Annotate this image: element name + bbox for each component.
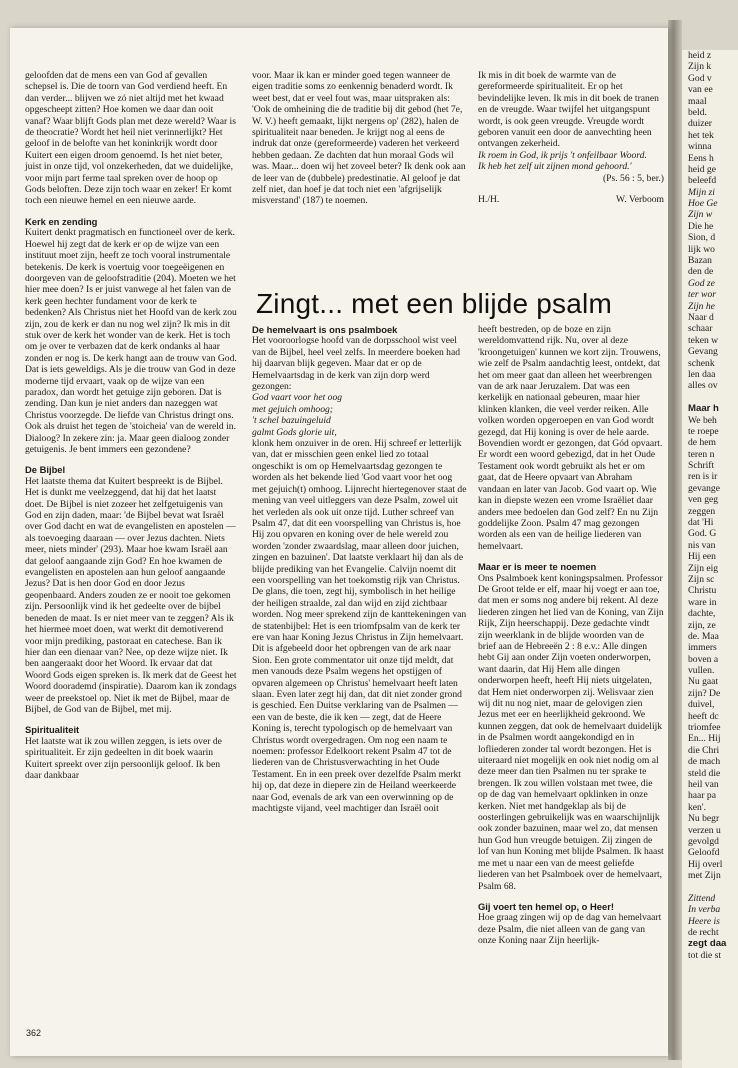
next-page-line: de mach (688, 756, 721, 768)
next-page-line: lijk wo (688, 243, 715, 255)
next-page-line: tot die st (688, 949, 722, 961)
next-page-line: met Zijn (688, 870, 721, 882)
next-page-line: Zijn he (688, 300, 715, 312)
next-page-line: In verba (688, 904, 721, 916)
poem-line-4: galmt Gods glorie uit, (252, 426, 337, 438)
next-page-line: Christu (688, 585, 717, 597)
middle-top-text: voor. Maar ik kan er minder goed tegen wanneer de eigen traditie soms zo eenkennig benaderd wordt. Ik weet best, dat er veel fout was, maar uitspraken als: 'Ook de omheining die de traditie bij dit gebod (het 7e, W. V.) heeft gemaakt, lijkt nergens op' (282), halen de spiritualiteit naar beneden. Je krijgt nog al eens de indruk dat onze (gereformeerde) vaderen het verkeerd hebben gedaan. Ze dachten dat hun moraal Gods wil was. Maar... doen wij het zoveel beter? Ik denk ook aan de leer van de (dubbele) predestinatie. Al geloof je dat zelf niet, dan hoef je dat toch niet een 'afgrijselijk misverstand' (187) te noemen. (252, 70, 466, 207)
right-top-column (478, 70, 664, 205)
next-page-line: heil van (688, 779, 719, 790)
next-page-line: winna (688, 141, 712, 153)
next-page-line: die Chri (688, 744, 720, 756)
author-signature (478, 194, 664, 205)
next-page-line: Eens h (688, 152, 714, 164)
next-page-line: Nu begr (688, 813, 720, 825)
next-page-line: maal (688, 95, 707, 107)
next-page-line: duizer (688, 118, 712, 130)
next-page-line: alles ov (688, 380, 718, 392)
magazine-page-right-partial (682, 50, 738, 1068)
article-column-2 (478, 324, 664, 947)
section-heading-bijbel: De Bijbel (25, 464, 66, 476)
next-page-line: zijn? De (688, 687, 721, 699)
section-heading-kerk: Kerk en zending (25, 215, 98, 227)
psalm-quote-line-1: Ik roem in God, ik prijs 't onfeilbaar Woord. (478, 149, 647, 161)
next-page-line: Gevang (688, 346, 718, 358)
next-page-line: schenk (688, 357, 715, 369)
next-page-line: beld. (688, 106, 707, 118)
next-page-line: Naar d (688, 311, 714, 323)
next-page-line: van ee (688, 84, 713, 96)
article-text-psalm68: Hoe graag zingen wij op de dag van hemelvaart deze Psalm, die niet alleen van de gang van onze Koning naar Zijn heerlijk- (478, 912, 662, 947)
poem-line-1: God vaart voor het oog (252, 392, 343, 404)
next-page-line: zegt daa (688, 938, 727, 950)
article-text-body: klonk hem onzuiver in de oren. Hij schreef er letterlijk van, dat er misschien geen enkel lied zo totaal ongeschikt is om op Hemelvaartsdag gezongen te worden als het bekende lied 'God vaart voor het oog met gejuich(t) omhoog. Lijnrecht hiertegenover staat de mening van veel uitleggers van deze Psalm, zowel uit het verleden als ook uit onze tijd. Luther schreef van Psalm 47, dat dit een voorspelling van Christus is, hoe Hij zou opvaren en koning over de hele wereld zou worden 'zonder zwaardslag, maar alleen door juichen, zingen en bazuinen'. Dat laatste verklaart hij dan als de blijde prediking van het Evangelie. Calvijn noemt dit een voorspelling van het toekomstig rijk van Christus. De glans, die toen, zegt hij, symbolisch in het heilige der heiligen straalde, zal dan wijd en zijd zichtbaar worden. Nog meer sprekend zijn de kanttekeningen van de statenbijbel: Het is een triomfpsalm van de kerk ter ere van haar Koning Jezus Christus in Zijn hemelvaart. Dit is afgebeeld door het opbrengen van de ark naar Sion. Een grote commentator uit onze tijd meldt, dat men vanouds deze Psalm wegens het opstijgen of opvaren algemeen op Christus' hemelvaart heeft laten slaan. Even later zegt hij dan, dat dit niet zonder grond is geschied. Een Duitse verklaring van de Psalmen — een van de beste, die ik ken — zegt, dat de Heere Koning is, terecht typologisch op de hemelvaart van Christus wordt overgedragen. Om nog een naam te noemen: professor Edelkoort rekent Psalm 47 tot de liederen van de Christusverwachting in het Oude Testament. En in een preek over dezelfde Psalm merkt hij op, dat deze in diepere zin de Heiland weerkeerde naar God, evenals de ark van een overwinning op de machtigste vijand, veel machtiger dan Israël ooit (252, 438, 467, 815)
section-text-bijbel: Het laatste thema dat Kuitert bespreekt is de Bijbel. Het is dunkt me veelzeggend, dat hij dat het laatst doet. De Bijbel is niet zozeer het zelfgetuigenis van God en zijn daden, maar: 'de Bijbel bevat wat Israël over God dacht en wat de evangelisten en apostelen — als toevoeging daaraan — over Jezus dachten. Niets meer, niets minder' (293). Maar hoe kwam Israël aan dat geloof aangaande zijn God? En hoe kwamen de evangelisten en apostelen aan hun geloof aangaande Jezus? Dat is hen door God en door Jezus geopenbaard. Anders zouden ze er nooit toe gekomen zijn. Persoonlijk vind ik het gedeelte over de bijbel beneden de maat. Is er niet meer van te zeggen? Als ik het hiermee moet doen, wat werkt dit demotiverend voor mijn prediking, pastoraat en catechese. Ban ik hier dan een dienaar van? Nee, op deze wijze niet. Ik ben aangeraakt door het Woord. Ik ervaar dat dat Woord Gods eigen spreken is. Ik merk dat de Geest het Woord doorademd (inspiratie). Daarom kan ik zondags weer de preekstoel op. Niet ik met de Bijbel, maar de Bijbel, de God van de Bijbel, met mij. (25, 475, 237, 715)
next-page-line: teken w (688, 334, 719, 346)
article-text-continued: heeft bestreden, op de boze en zijn wereldomvattend rijk. Nu, over al deze 'kroongetuigen' kunnen we kort zijn. Trouwens, wie zelf de Psalm aandachtig leest, ontdekt, dat het om meer gaat dan alleen het weerbrengen van de ark naar Jeruzalem. Dat was een kerkelijk en nationaal gebeuren, maar hier klinken klanken, die veel verder reiken. Alle volken worden opgeroepen en van God wordt gezegd, dat Hij koning is over de hele aarde. Bovendien wordt er gezongen, dat Gód opvaart. Er wordt een woord gebezigd, dat in het Oude Testament ook wordt gebruikt als het er om gaat, dat de Heere opvaart van Abraham vandaan en later van Jacob. God vaart op. Wie kan in diepste wezen een vrome Israëliet daar anders mee bedoelen dan God zelf? En nu Zijn goddelijke Zoon. Psalm 47 mag gezongen worden als een van de heilige liederen van hemelvaart. (478, 324, 663, 552)
poem-line-3: 't schel bazuingeluid (252, 415, 331, 427)
next-page-line: Zijn w (688, 209, 713, 221)
next-page-line: Zijn k (688, 61, 712, 73)
next-page-line: Zijn sc (688, 573, 715, 585)
next-page-line: het tek (688, 129, 714, 141)
article-heading-hemel: Gij voert ten hemel op, o Heer! (478, 900, 614, 912)
next-page-line: Hij overl (688, 858, 723, 870)
next-page-line: steld die (688, 767, 721, 779)
middle-top-column (252, 70, 468, 207)
next-page-line: gevolgd (688, 835, 719, 847)
next-page-line: schaar (688, 323, 713, 335)
next-page-line: God ze (688, 277, 715, 289)
next-page-line: heid ge (688, 163, 716, 175)
next-page-line: Die he (688, 220, 714, 232)
page-number: 362 (26, 1028, 42, 1038)
article-text-intro: Het vooroorlogse hoofd van de dorpsschool wist veel van de Bijbel, heel veel zelfs. In meerdere boeken had hij daarvan blijk gegeven. Maar dat er op de Hemelvaartsdag in de kerk van zijn dorp werd gezongen: (252, 335, 461, 393)
article-column-1 (252, 324, 468, 814)
next-page-line: God. G (688, 528, 717, 540)
next-page-line: ven geg (688, 494, 719, 506)
next-page-line (688, 882, 738, 893)
article-heading-hemelvaart: De hemelvaart is ons psalmboek (252, 324, 398, 335)
next-page-line: Zijn eig (688, 562, 719, 574)
next-page-line: ren is ir (688, 471, 718, 483)
section-text-spiritualiteit: Het laatste wat ik zou willen zeggen, is iets over de spiritualiteit. Er zijn gedeelten in dit boek waarin Kuitert spreekt over zijn persoonlijk geloof. Ik ben daar dankbaar (25, 735, 222, 781)
signature-initials: H./H. (478, 194, 500, 206)
signature-author: W. Verboom (616, 194, 664, 206)
next-page-line: Maar h (688, 403, 719, 415)
section-heading-spiritualiteit: Spiritualiteit (25, 724, 80, 736)
next-page-line: Geloofd (688, 847, 720, 859)
book-gutter (668, 20, 682, 1060)
next-page-line: Mijn zi (688, 186, 715, 198)
next-page-line: te roepe (688, 425, 719, 437)
next-page-line: Heere is (688, 915, 720, 927)
next-page-line: teren n (688, 448, 715, 460)
article-heading-meer: Maar er is meer te noemen (478, 561, 597, 573)
next-page-line: Sion, d (688, 232, 716, 244)
next-page-line: duivel, (688, 699, 715, 711)
next-page-line: Hij een (688, 551, 716, 563)
next-page-line (688, 392, 738, 403)
next-page-line: gevange (688, 482, 720, 494)
section-text-kerk: Kuitert denkt pragmatisch en functioneel over de kerk. Hoewel hij zegt dat de kerk er op de wijze van een instituut moet zijn, heeft ze toch vooral instrumentale betekenis. De kerk is voertuig voor toegeëigenen en doorgeven van de geloofstraditie (204). Moeten we het hier mee doen? Is er juist vanwege al het falen van de kerk geen hechter fundament voor de kerk te bedenken? Als Christus niet het Hoofd van de kerk zou zijn, zou de kerk er dan nu nog wel zijn? Ik mis in dit stuk over de kerk het wonder van de kerk. Het is toch om je over te verbazen dat de kerk ondanks al haar zonden er nog is. De kerk hangt aan de trouw van God. Dat is iets geweldigs. Als je die trouw van God in deze moderne tijd ervaart, vaak op de wijze van een paradox, dan wordt het getuige zijn geboren. Dat is zending. Dan kun je niet anders dan nazeggen wat Christus voorzegde. De liefde van Christus dringt ons. Ook als druist het tegen de 'stoicheia' van de wereld in. Dialoog? In zekere zin: ja. Maar geen dialoog zonder getuigenis. Je bent immers een gezondene? (25, 227, 237, 455)
next-page-line: de recht (688, 927, 719, 939)
right-top-text: Ik mis in dit boek de warmte van de gereformeerde spiritualiteit. Er op het bevindelijke leven. Ik mis in dit boek de tranen en de vreugde. Waar twijfel het uitgangspunt wordt, is ook geen vreugde. Vreugde wordt geboren vanuit een door de aanvechting heen ontvangen zekerheid. (478, 70, 659, 150)
next-page-line: zijn, ze (688, 619, 716, 631)
next-page-line: nis van (688, 539, 716, 551)
next-page-line: de hem (688, 437, 716, 449)
next-page-line: len daa (688, 368, 716, 380)
next-page-line: Nu gaat (688, 676, 719, 688)
next-page-line: den de (688, 266, 714, 278)
next-page-line: dachte, (688, 608, 716, 620)
next-page-line: Hoe Ge (688, 198, 718, 210)
magazine-page-left (10, 28, 668, 1056)
left-column (25, 70, 237, 781)
left-intro-text: geloofden dat de mens een van God af gevallen schepsel is. Die de toorn van God verdiend heeft. En dan verder... blijven we zó niet altijd met het kwaad opgescheept zitten? Hoe komen we daar dan ooit vanaf? Waar blijft Gods plan met deze wereld? Waar is de theocratie? Wordt het heil niet verinnerlijkt? Het geloof in de belofte van het koninkrijk wordt door Kuitert een eigen droom genoemd. Is het niet beter, juist in onze tijd, vol onzekerheden, dat we duidelijke, voor mijn part ferme taal spreken over de hoop op Gods beloften. Deze zijn toch waar en zeker! Er komt toch een nieuwe hemel en een nieuwe aarde. (25, 70, 236, 207)
next-page-line: beleefd (688, 175, 717, 187)
psalm-quote-line-2: Ik heb het zelf uit zijnen mond gehoord.' (478, 161, 632, 173)
next-page-line: heid z (688, 50, 712, 61)
psalm-reference: (Ps. 56 : 5, ber.) (602, 172, 664, 184)
next-page-line: ken'. (688, 801, 706, 813)
article-text-koningspsalmen: Ons Psalmboek kent koningspsalmen. Professor De Groot telde er elf, maar hij voegt er aan toe, dat men er soms nog andere bij rekent. Al deze liederen zingen het lied van de Koning, van Zijn Rijk, Zijn heerschappij. Deze gedachte vindt zijn weerklank in de blijde woorden van de brief aan de Hebreeën 2 : 8 e.v.: Alle dingen hebt Gij aan onder Zijn voeten onderworpen, want daarin, dat Hij Hem alle dingen onderworpen heeft, heeft Hij niets uitgelaten, dat Hem niet onderworpen zij. Welisvaar zien wij dit nu nog niet, maar de gelovigen zien Jezus met eer en heerlijkheid gekroond. We kunnen zeggen, dat ook de hemelvaart duidelijk in de Psalmen wordt aangekondigd en in lofliederen zonder tal wordt bezongen. Het is uiteraard niet mogelijk en ook niet nodig om al deze meer dan tien Psalmen nu ter sprake te brengen. Ik zou willen volstaan met twee, die op de dag van hemelvaart opklinken in onze kerken. Niet met handgeklap als bij de oosterlingen gebruikelijk was en waarschijnlijk ook zonder bazuinen, maar wel zo, dat mensen hun God hun vreugde betuigen. Zij zingen de lof van hun Koning met blijde Psalmen. Ik haast me met u naar een van de meest geliefde liederen van het Psalmboek over de hemelvaart, Psalm 68. (478, 572, 664, 892)
next-page-line: dat 'Hi (688, 517, 714, 529)
next-page-line: triomfee (688, 722, 721, 734)
next-page-line: vullen. (688, 665, 715, 677)
next-page-line: ware in (688, 596, 717, 608)
next-page-line: Zittend (688, 892, 716, 904)
next-page-line: heeft dc (688, 710, 719, 722)
next-page-column (688, 50, 738, 961)
next-page-line: We beh (688, 414, 717, 426)
next-page-line: God v (688, 72, 712, 84)
next-page-line: zeggen (688, 505, 716, 517)
poem-line-2: met gejuich omhoog; (252, 403, 333, 415)
next-page-line: Bazan (688, 255, 712, 267)
next-page-line: En... Hij (688, 733, 721, 745)
next-page-line: immers (688, 642, 717, 654)
next-page-line: verzen u (688, 824, 721, 836)
next-page-line: boven a (688, 653, 719, 665)
article-headline: Zingt... met een blijde psalm (256, 288, 612, 319)
next-page-line: haar pa (688, 790, 716, 802)
next-page-line: ter wor (688, 289, 716, 301)
next-page-line: Schrift (688, 460, 715, 472)
next-page-line: de. Maa (688, 630, 719, 642)
